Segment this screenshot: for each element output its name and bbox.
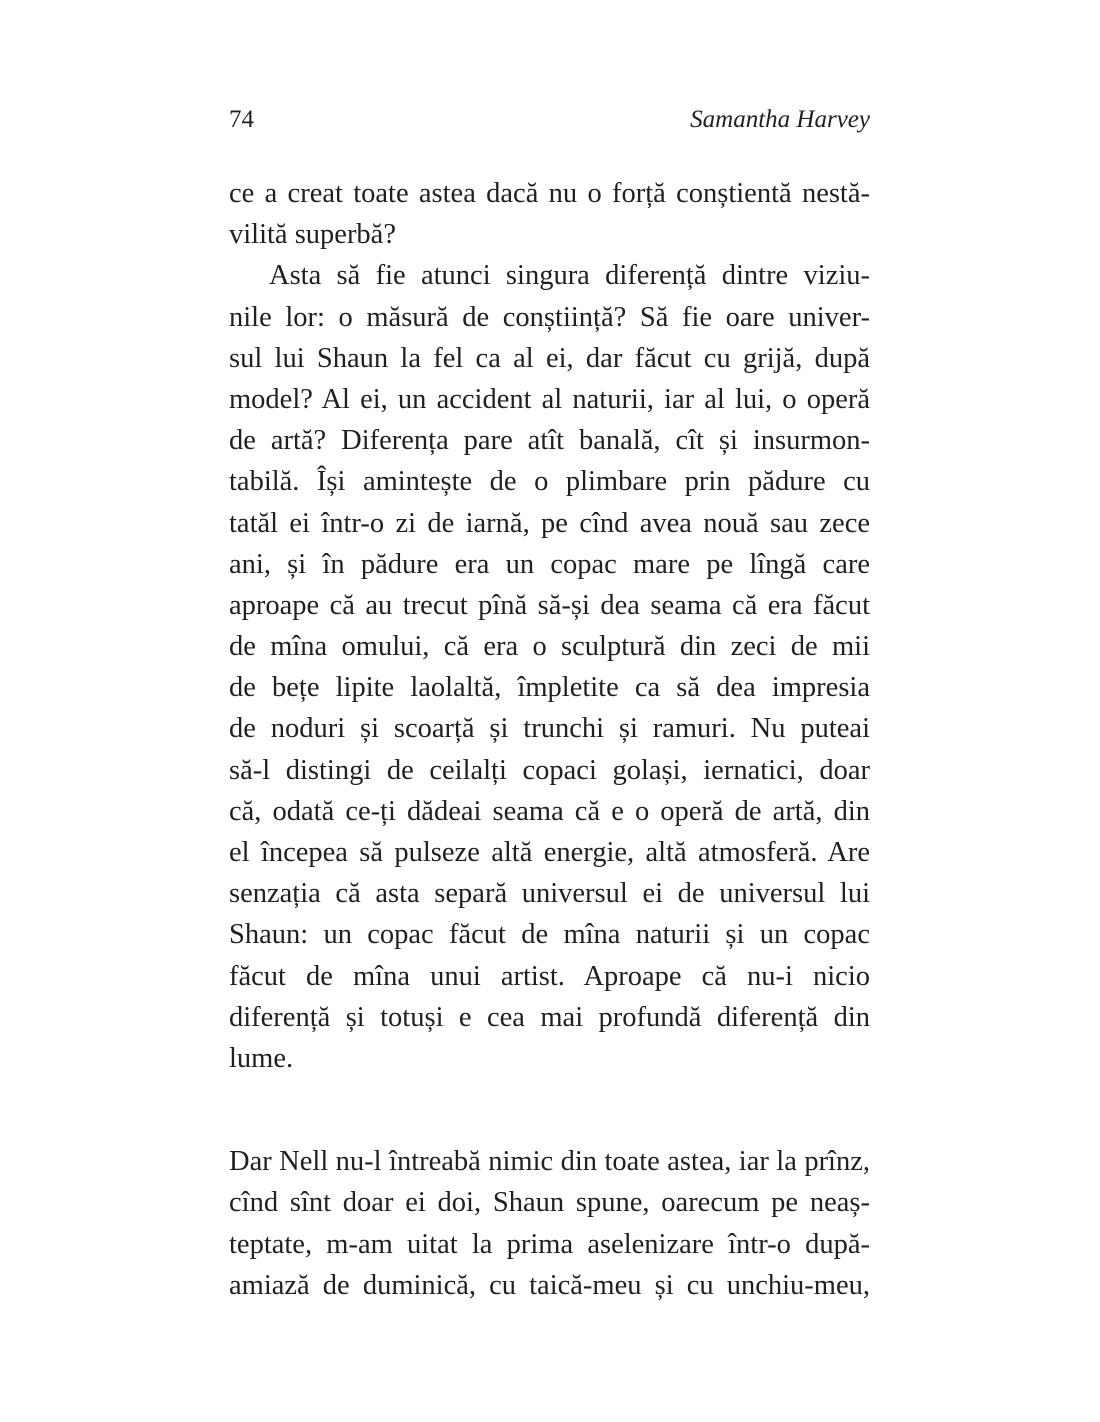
text-line: făcut de mîna unui artist. Aproape că nu-i nicio	[229, 960, 870, 992]
text-line: de bețe lipite laolaltă, împletite ca să dea impresia	[229, 672, 870, 704]
text-line: teptate, m-am uitat la prima aselenizare într-o după-	[229, 1228, 870, 1260]
text-line: sul lui Shaun la fel ca al ei, dar făcut cu grijă, după	[229, 342, 870, 374]
page-number: 74	[229, 106, 254, 133]
text-line: nile lor: o măsură de conștiință? Să fie oare univer-	[229, 301, 870, 333]
section-break	[229, 1079, 870, 1141]
text-line: vilită superbă?	[229, 219, 396, 251]
text-line: că, odată ce-ți dădeai seama că e o operă de artă, din	[229, 795, 870, 827]
text-line: ce a creat toate astea dacă nu o forță conștientă nestă-	[229, 178, 870, 209]
text-line: Asta să fie atunci singura diferență dintre viziu-	[269, 260, 870, 292]
paragraph	[229, 255, 870, 1079]
text-line: să-l distingi de ceilalți copaci golași, iernatici, doar	[229, 754, 870, 786]
text-line: amiază de duminică, cu taică-meu și cu unchiu-meu,	[229, 1269, 870, 1301]
running-title: Samantha Harvey	[690, 106, 870, 133]
text-line: de mîna omului, că era o sculptură din zeci de mii	[229, 631, 870, 663]
text-line: Dar Nell nu-l întreabă nimic din toate astea, iar la prînz,	[229, 1146, 870, 1178]
text-line: tatăl ei într-o zi de iarnă, pe cînd avea nouă sau zece	[229, 507, 870, 539]
text-line: model? Al ei, un accident al naturii, iar al lui, o operă	[229, 383, 870, 415]
paragraph	[229, 1141, 870, 1306]
text-line: lume.	[229, 1042, 294, 1074]
text-line: el începea să pulseze altă energie, altă atmosferă. Are	[229, 837, 870, 868]
text-line: aproape că au trecut pînă să-și dea seama că era făcut	[229, 589, 870, 621]
text-line: Shaun: un copac făcut de mîna naturii și un copac	[229, 919, 870, 951]
body-text	[229, 173, 870, 1306]
running-head	[229, 103, 870, 137]
text-line: ani, și în pădure era un copac mare pe lîngă care	[229, 548, 870, 580]
text-line: diferență și totuși e cea mai profundă diferență din	[229, 1001, 870, 1033]
text-line: cînd sînt doar ei doi, Shaun spune, oarecum pe neaș-	[229, 1187, 870, 1219]
text-line: de noduri și scoarță și trunchi și ramuri. Nu puteai	[229, 713, 870, 745]
paragraph-continuation	[229, 173, 870, 255]
text-line: senzația că asta separă universul ei de universul lui	[229, 878, 870, 910]
text-line: de artă? Diferența pare atît banală, cît și insurmon-	[229, 425, 870, 457]
text-line: tabilă. Își amintește de o plimbare prin pădure cu	[229, 466, 870, 498]
